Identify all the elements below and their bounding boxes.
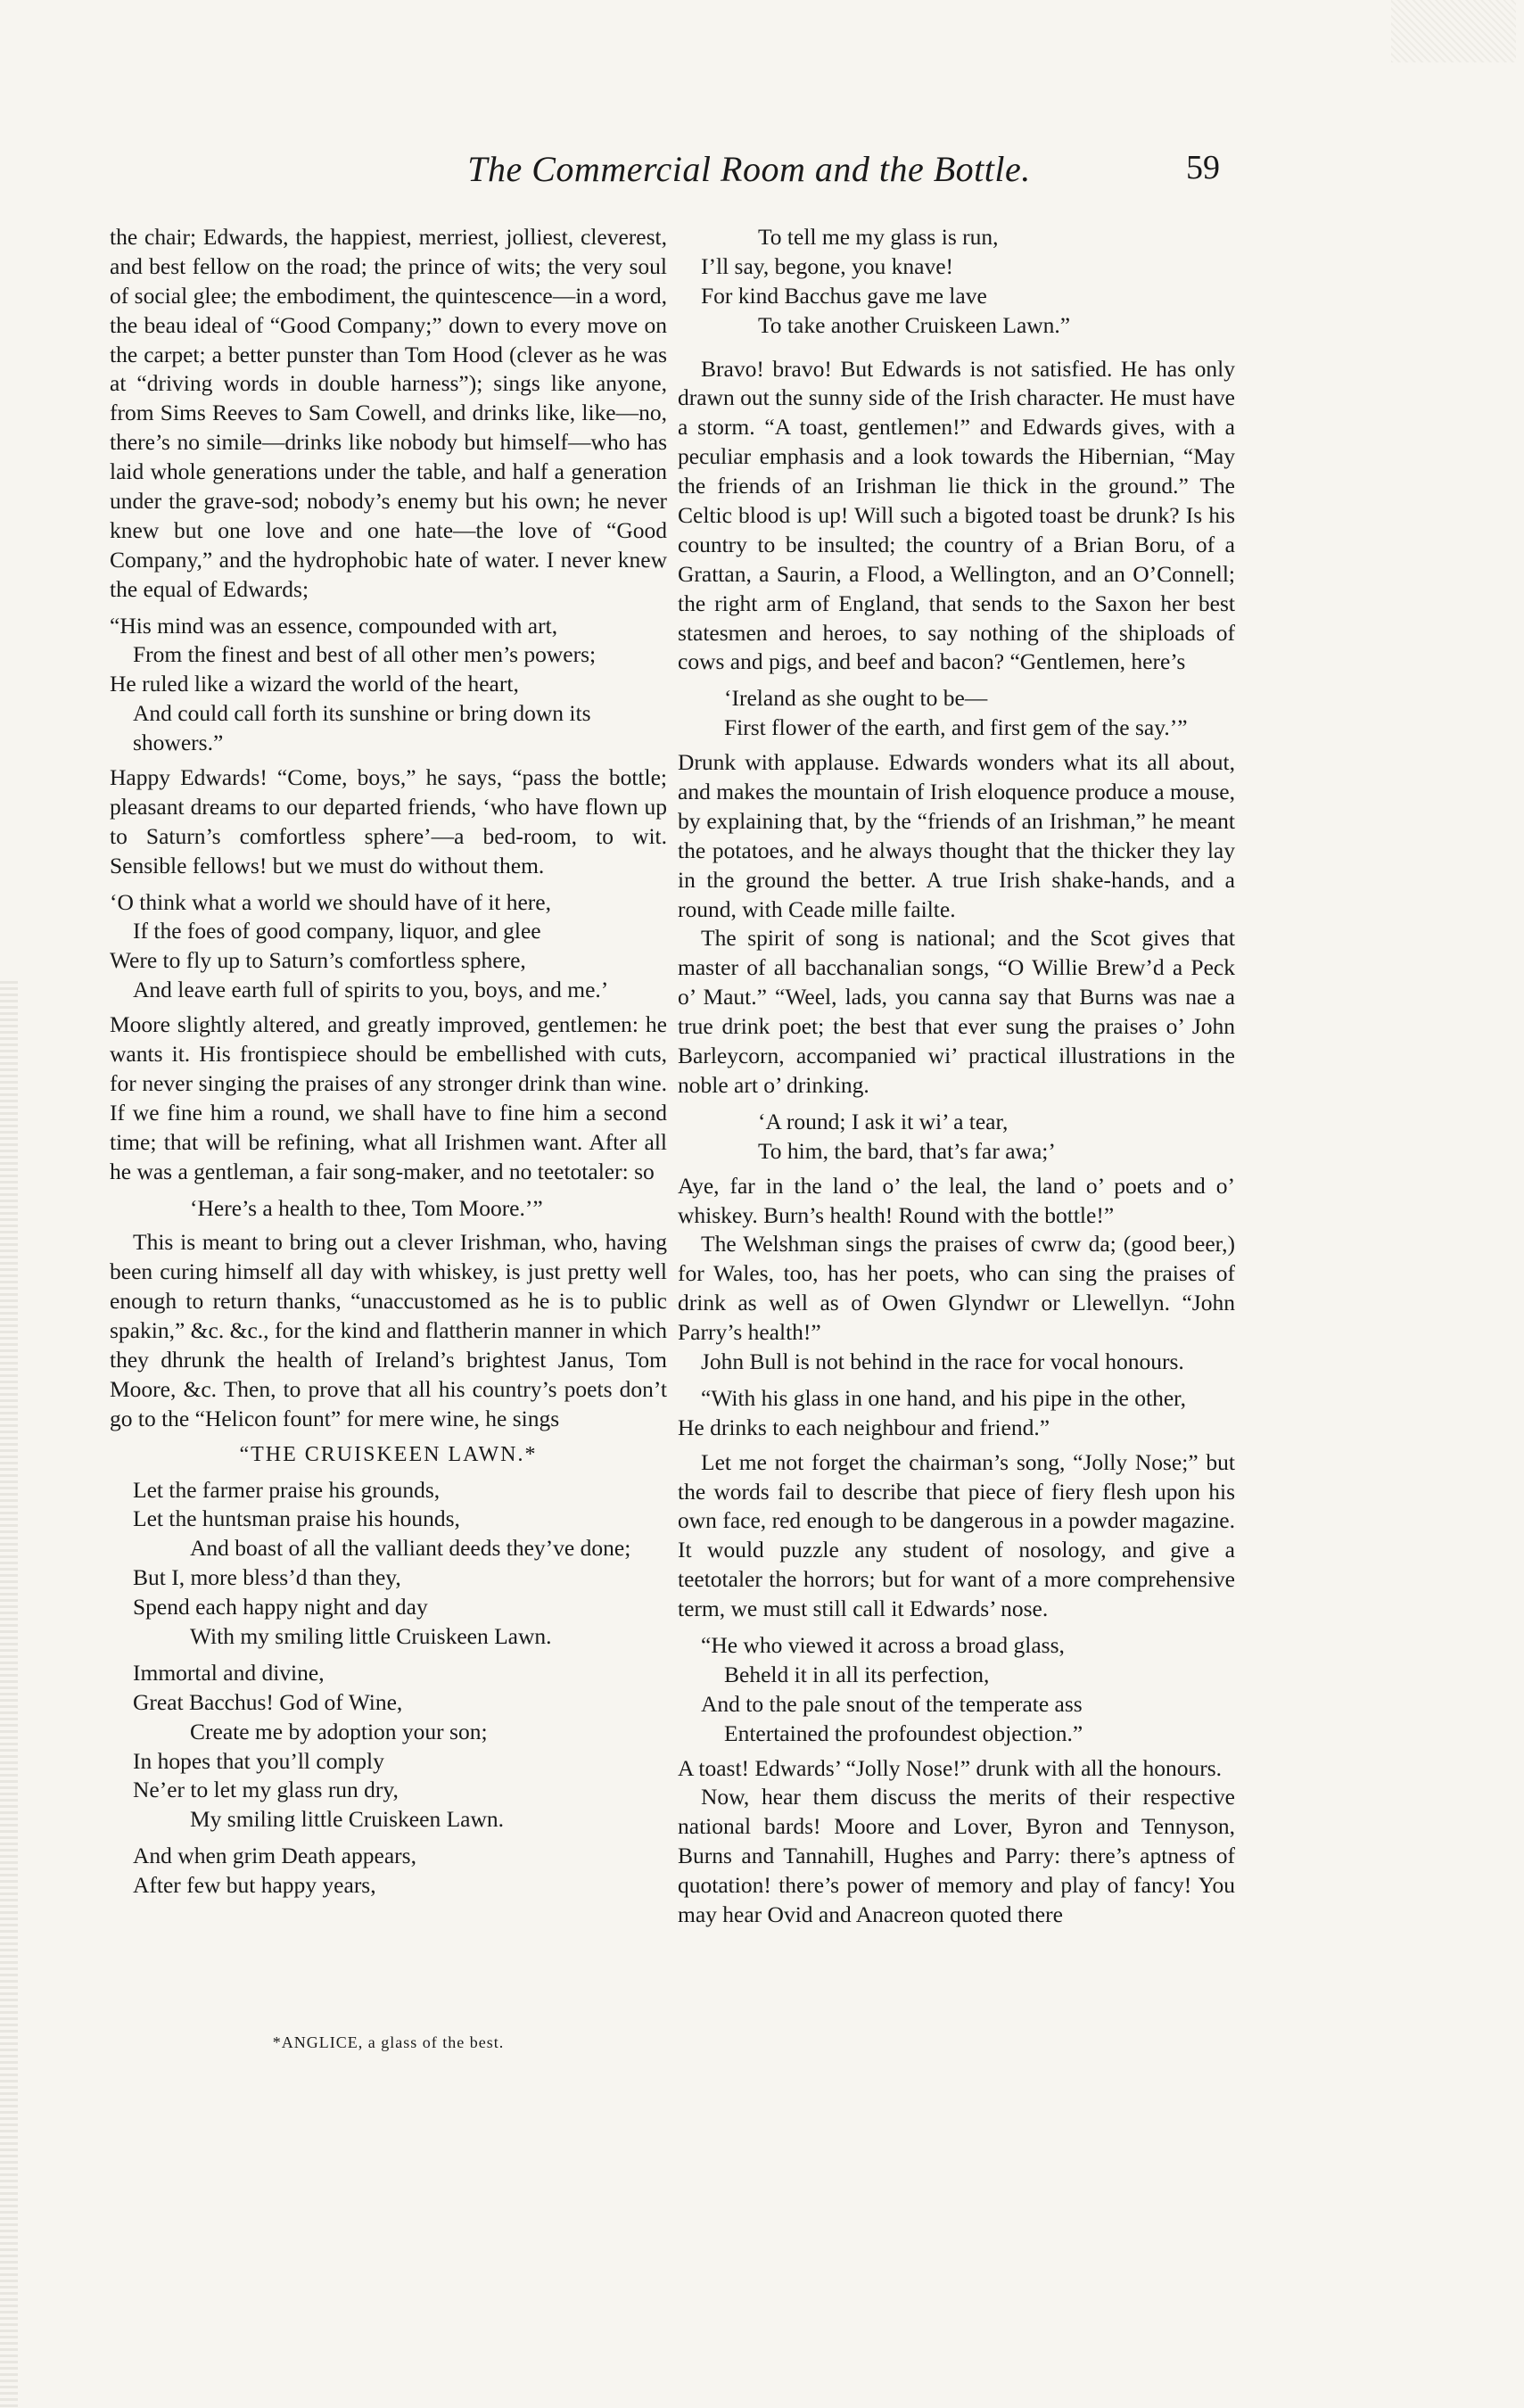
verse-line: ‘A round; I ask it wi’ a tear, <box>758 1108 1009 1134</box>
paragraph: The Welshman sings the praises of cwrw da; (good beer,) for Wales, too, has her poets, who can sing the praises of drink as well as of Owen Glyndwr or Llewellyn. “John Parry’s health!” <box>678 1231 1235 1346</box>
verse-line: If the foes of good company, liquor, and glee <box>133 918 541 944</box>
verse-line: Immortal and divine, <box>133 1659 325 1686</box>
verse-line: Were to fly up to Saturn’s comfortless sphere, <box>110 947 526 974</box>
verse-nose <box>678 1631 1235 1749</box>
verse-line: My smiling little Cruiskeen Lawn. <box>190 1806 505 1833</box>
paragraph: Happy Edwards! “Come, boys,” he says, “pass the bottle; pleasant dreams to our departed friends, ‘who have flown up to Saturn’s comfortless sphere’—a bed-room, to wit. Sensible fellows! but we must do without them. <box>110 764 667 878</box>
stanza-2 <box>110 1659 667 1835</box>
verse-line: For kind Bacchus gave me lave <box>701 282 987 309</box>
paragraph: Now, hear them discuss the merits of their respective national bards! Moore and Lover, Byron and Tennyson, Burns and Tannahill, Hughes and Parry: there’s aptness of quotation! there’s power of memory and play of fancy! You may hear Ovid and Anacreon quoted there <box>678 1784 1235 1927</box>
song-heading: “THE CRUISKEEN LAWN.* <box>239 1442 538 1466</box>
verse-line: He drinks to each neighbour and friend.” <box>678 1414 1050 1440</box>
verse-line: And leave earth full of spirits to you, boys, and me.’ <box>133 977 609 1003</box>
verse-line: To him, the bard, that’s far awa;’ <box>758 1137 1056 1164</box>
verse-line: He ruled like a wizard the world of the heart, <box>110 671 519 697</box>
verse-line: To take another Cruiskeen Lawn.” <box>758 311 1071 338</box>
paragraph: This is meant to bring out a clever Irishman, who, having been curing himself all day with whiskey, is just pretty well enough to return thanks, “unaccustomed as he is to public spakin,” &c. &c., for the kind and flattherin manner in which they dhrunk the health of Ireland’s brightest Janus, Tom Moore, &c. Then, to prove that all his country’s poets don’t go to the “Helicon fount” for mere wine, he sings <box>110 1229 667 1431</box>
paragraph: Moore slightly altered, and greatly improved, gentlemen: he wants it. His frontispiece should be embellished with cuts, for never singing the praises of any stronger drink than wine. If we fine him a round, we shall have to fine him a second time; that will be refining, what all Irishmen want. After all he was a gentleman, a fair song-maker, and no teetotaler: so <box>110 1011 667 1184</box>
stanza-1 <box>110 1476 667 1652</box>
verse-line: Beheld it in all its perfection, <box>724 1661 990 1687</box>
verse-line: And to the pale snout of the temperate ass <box>701 1690 1083 1717</box>
verse-line: To tell me my glass is run, <box>758 224 999 250</box>
paragraph: John Bull is not behind in the race for vocal honours. <box>701 1348 1184 1374</box>
paragraph: Bravo! bravo! But Edwards is not satisfied. He has only drawn out the sunny side of the Irish character. He must have a storm. “A toast, gentlemen!” and Edwards gives, with a peculiar emphasis and a look towards the Hibernian, “May the friends of an Irishman lie thick in the ground.” The Celtic blood is up! Will such a bigoted toast be drunk? Is his country to be insulted; the country of a Brian Boru, of a Grattan, a Saurin, a Flood, a Wellington, and an O’Connell; the right arm of England, that sends to the Saxon her best statesmen and heroes, to say nothing of the shiploads of cows and pigs, and beef and bacon? “Gentlemen, here’s <box>678 355 1235 675</box>
paragraph: The spirit of song is national; and the Scot gives that master of all bacchanalian songs, “O Willie Brew’d a Peck o’ Maut.” “Weel, lads, you canna say that Burns was nae a true drink poet; the best that ever sung the praises o’ John Barleycorn, accompanied wi’ practical illustrations in the noble art o’ drinking. <box>678 925 1235 1098</box>
verse-line: ‘O think what a world we should have of it here, <box>110 888 551 915</box>
verse-line: “With his glass in one hand, and his pipe in the other, <box>701 1384 1186 1411</box>
stanza-4 <box>678 223 1235 341</box>
paragraph: Aye, far in the land o’ the leal, the land o’ poets and o’ whiskey. Burn’s health! Round with the bottle!” <box>678 1172 1235 1228</box>
verse-line: In hopes that you’ll comply <box>133 1747 384 1774</box>
paragraph: Drunk with applause. Edwards wonders what its all about, and makes the mountain of Irish eloquence produce a mouse, by explaining that, by the “friends of an Irishman,” he meant the potatoes, and he always thought that the thicker they lay in the ground the better. A true Irish shake-hands, and a round, with Ceade mille failte. <box>678 749 1235 922</box>
stanza-3 <box>110 1842 667 1901</box>
footnote: *ANGLICE, a glass of the best. <box>272 2033 505 2051</box>
verse-line: But I, more bless’d than they, <box>133 1564 401 1591</box>
verse-burns <box>678 1108 1235 1167</box>
verse-line: Entertained the profoundest objection.” <box>724 1719 1083 1746</box>
page-corner-stain <box>1391 0 1516 62</box>
verse-line: I’ll say, begone, you knave! <box>701 252 954 279</box>
paragraph: the chair; Edwards, the happiest, merriest, jolliest, cleverest, and best fellow on the road; the prince of wits; the very soul of social glee; the embodiment, the quintescence—in a word, the beau ideal of “Good Company;” down to every move on the carpet; a better punster than Tom Hood (clever as he was at “driving words in double harness”); sings like anyone, from Sims Reeves to Sam Cowell, and drinks like, like—no, there’s no simile—drinks like nobody but himself—who has laid whole generations under the table, and half a generation under the grave-sod; nobody’s enemy but his own; he never knew but one love and one hate—the love of “Good Company,” and the hydrophobic hate of water. I never knew the equal of Edwards; <box>110 224 667 602</box>
verse-john-bull <box>678 1384 1235 1443</box>
toast-tom-moore: ‘Here’s a health to thee, Tom Moore.’” <box>190 1194 543 1221</box>
left-column <box>110 223 667 1906</box>
paragraph: Let me not forget the chairman’s song, “Jolly Nose;” but the words fail to describe that piece of fiery flesh upon his own face, red enough to be dangerous in a powder magazine. It would puzzle any student of nosology, and give a teetotaler the horrors; but for want of a more comprehensive term, we must still call it Edwards’ nose. <box>678 1448 1235 1622</box>
verse-line: From the finest and best of all other men’s powers; <box>133 641 597 668</box>
verse-line: And boast of all the valliant deeds they’ve done; <box>190 1535 631 1562</box>
running-title: The Commercial Room and the Bottle. <box>467 149 1031 189</box>
verse-line: With my smiling little Cruiskeen Lawn. <box>190 1623 552 1650</box>
verse-line: “He who viewed it across a broad glass, <box>701 1631 1065 1658</box>
paragraph: A toast! Edwards’ “Jolly Nose!” drunk with all the honours. <box>678 1754 1222 1781</box>
right-column <box>678 223 1235 1930</box>
verse-line: Ne’er to let my glass run dry, <box>133 1777 399 1803</box>
verse-line: Let the huntsman praise his hounds, <box>133 1505 460 1532</box>
verse-line: Let the farmer praise his grounds, <box>133 1476 441 1503</box>
verse-line: “His mind was an essence, compounded with art, <box>110 612 558 639</box>
page-number: 59 <box>1186 149 1220 186</box>
verse-line: After few but happy years, <box>133 1872 376 1899</box>
verse-line: ‘Ireland as she ought to be— <box>724 685 988 712</box>
verse-line: And when grim Death appears, <box>133 1843 416 1869</box>
verse-line: First flower of the earth, and first gem of the say.’” <box>724 714 1188 741</box>
verse-line: And could call forth its sunshine or bring down its showers.” <box>133 700 591 756</box>
verse-line: Create me by adoption your son; <box>190 1718 488 1744</box>
verse-line: Great Bacchus! God of Wine, <box>133 1688 403 1715</box>
verse-saturn <box>110 888 667 1006</box>
verse-essence <box>110 612 667 758</box>
page-edge-stain <box>0 981 18 2408</box>
verse-ireland <box>678 684 1235 743</box>
verse-line: Spend each happy night and day <box>133 1594 428 1620</box>
